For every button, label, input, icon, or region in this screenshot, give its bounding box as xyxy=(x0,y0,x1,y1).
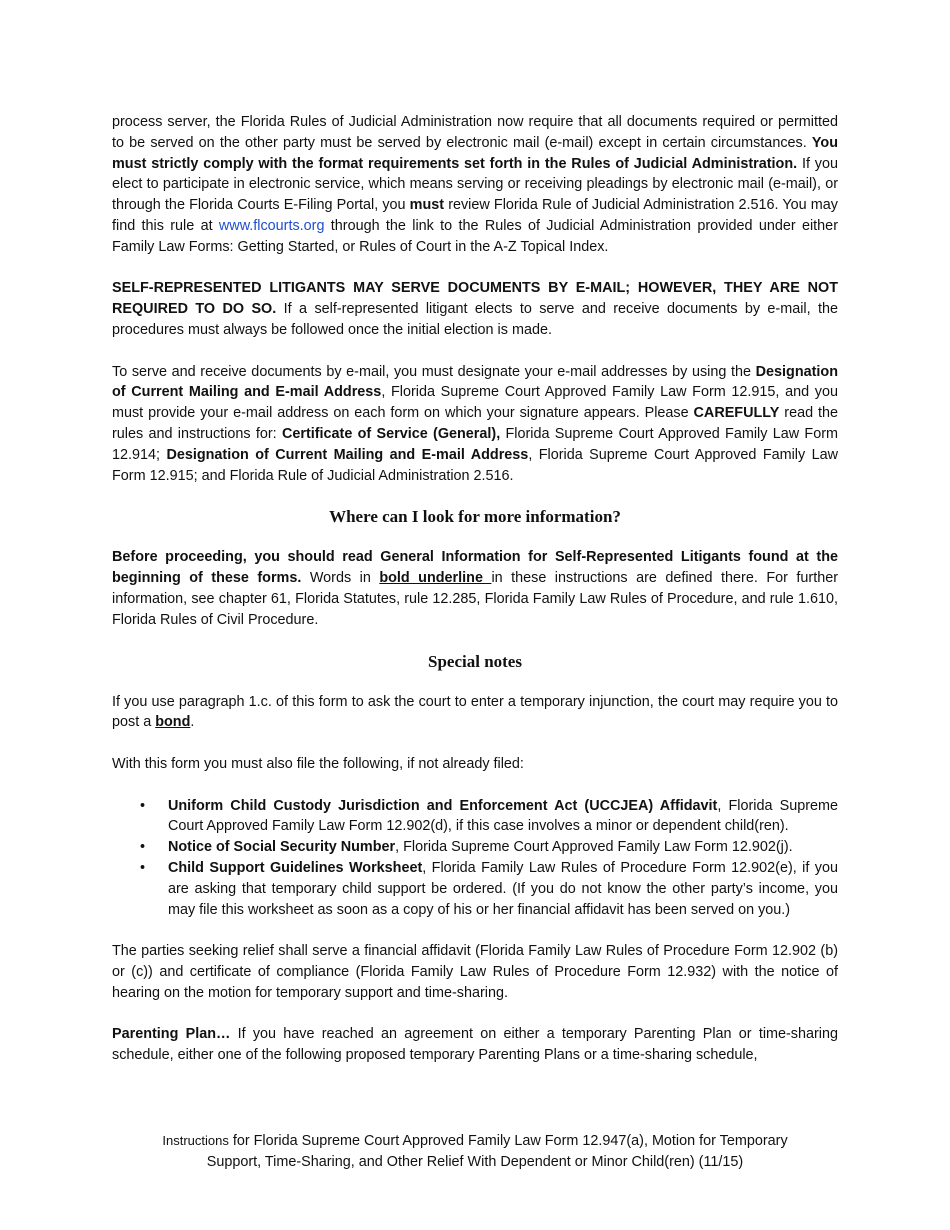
text: , Florida Family Law Rules of Procedure Form 12.902(e), if you are asking that temporary child support be ordered. (If you do not know the other party’s income, you may file this worksheet as soon as a copy of his or her financial affidavit has been served on you.) xyxy=(168,859,838,918)
text: , Florida Supreme Court Approved Family Law Form 12.915; and Florida Rule of Judicial Administration 2.516. xyxy=(112,446,839,484)
paragraph-before-proceeding xyxy=(112,547,838,630)
text: If you have reached an agreement on either a temporary Parenting Plan or time-sharing schedule, either one of the following proposed temporary Parenting Plans or a time-sharing schedule, xyxy=(112,1026,838,1064)
text: through the link to the Rules of Judicial Administration provided under either Family Law Forms: Getting Started, or Rules of Court in the A-Z Topical Index. xyxy=(112,217,838,255)
text: review Florida Rule of Judicial Administration 2.516. You may find this rule at xyxy=(112,197,838,234)
paragraph-injunction xyxy=(112,692,838,734)
text: Florida Supreme Court Approved Family Law Form 12.914; xyxy=(112,425,838,463)
bold-underline-text: bond xyxy=(155,714,191,731)
page-footer xyxy=(112,1131,838,1173)
paragraph-also-file: With this form you must also file the following, if not already filed: xyxy=(112,755,524,772)
paragraph-designation xyxy=(112,362,838,487)
text: If a self-represented litigant elects to serve and receive documents by e-mail, the procedures must always be followed once the initial election is made. xyxy=(112,301,838,338)
paragraph-email-service xyxy=(112,112,838,258)
text: , Florida Supreme Court Approved Family Law Form 12.915, and you must provide your e-mail address on each form on which your signature appears. Please xyxy=(112,384,838,422)
text: Words in xyxy=(301,570,380,587)
footer-line-2: Support, Time-Sharing, and Other Relief With Dependent or Minor Child(ren) (11/15) xyxy=(206,1153,744,1170)
bold-underline-text: bold underline xyxy=(379,570,492,587)
bullet-icon: • xyxy=(140,797,146,814)
bold-text: You must strictly comply with the format requirements set forth in the Rules of Judicial Administration. xyxy=(112,134,838,172)
bold-text: Designation of Current Mailing and E-mail Address xyxy=(112,363,838,401)
bold-text: must xyxy=(409,197,445,214)
paragraph-parenting-plan xyxy=(112,1024,838,1066)
text: read the rules and instructions for: xyxy=(112,405,838,442)
text: If you elect to participate in electronic service, which means serving or receiving pleadings by electronic mail (e-mail), or through the Florida Courts E-Filing Portal, you xyxy=(112,155,838,214)
bold-text: Parenting Plan… xyxy=(112,1026,231,1043)
text: , Florida Supreme Court Approved Family Law Form 12.902(j). xyxy=(395,839,793,856)
page-body xyxy=(112,112,838,1066)
text: in these instructions are defined there. For further information, see chapter 61, Florida Statutes, rule 12.285, Florida Family Law Rules of Procedure, and rule 1.610, Florida Rules of Civil Procedure. xyxy=(112,570,838,628)
bold-text: Certificate of Service (General), xyxy=(281,425,501,442)
flcourts-link[interactable]: www.flcourts.org xyxy=(218,217,325,234)
bullet-icon: • xyxy=(140,859,146,876)
footer-lead: Instructions xyxy=(162,1133,229,1148)
bold-text: Before proceeding, you should read General Information for Self-Represented Litigants found at the beginning of these forms. xyxy=(112,549,838,587)
text: , Florida Supreme Court Approved Family Law Form 12.902(d), if this case involves a minor or dependent child(ren). xyxy=(168,797,838,835)
bold-text: Child Support Guidelines Worksheet xyxy=(168,859,423,876)
bold-text: Uniform Child Custody Jurisdiction and Enforcement Act (UCCJEA) Affidavit xyxy=(168,797,718,814)
footer-line-1 xyxy=(112,1131,838,1152)
heading-more-information: Where can I look for more information? xyxy=(329,507,621,527)
text: . xyxy=(190,714,195,731)
bold-text: SELF-REPRESENTED LITIGANTS MAY SERVE DOCUMENTS BY E-MAIL; HOWEVER, THEY ARE NOT REQUIRED TO DO SO. xyxy=(112,280,838,318)
text: process server, the Florida Rules of Judicial Administration now require that all documents required or permitted to be served on the other party must be served by electronic mail (e-mail) except in certain circumstances. xyxy=(112,114,838,151)
list-item xyxy=(112,858,838,920)
text: To serve and receive documents by e-mail, you must designate your e-mail addresses by using the xyxy=(112,363,756,380)
bold-text: Notice of Social Security Number xyxy=(168,839,396,856)
paragraph-self-represented xyxy=(112,278,838,340)
list-item xyxy=(112,837,838,858)
bold-text: CAREFULLY xyxy=(693,405,780,422)
footer-text: for Florida Supreme Court Approved Family Law Form 12.947(a), Motion for Temporary xyxy=(228,1133,788,1149)
text: If you use paragraph 1.c. of this form to ask the court to enter a temporary injunction, the court may require you to post a xyxy=(112,693,838,731)
paragraph-financial-affidavit: The parties seeking relief shall serve a financial affidavit (Florida Family Law Rules of Procedure Form 12.902 (b) or (c)) and certificate of compliance (Florida Family Law Rules of Procedure Form 12.932) with the notice of hearing on the motion for temporary support and time-sharing. xyxy=(112,943,838,1001)
required-forms-list xyxy=(112,796,838,921)
bold-text: Designation of Current Mailing and E-mail Address xyxy=(166,446,529,463)
bullet-icon: • xyxy=(140,839,146,856)
heading-special-notes: Special notes xyxy=(428,651,522,671)
list-item xyxy=(112,796,838,838)
